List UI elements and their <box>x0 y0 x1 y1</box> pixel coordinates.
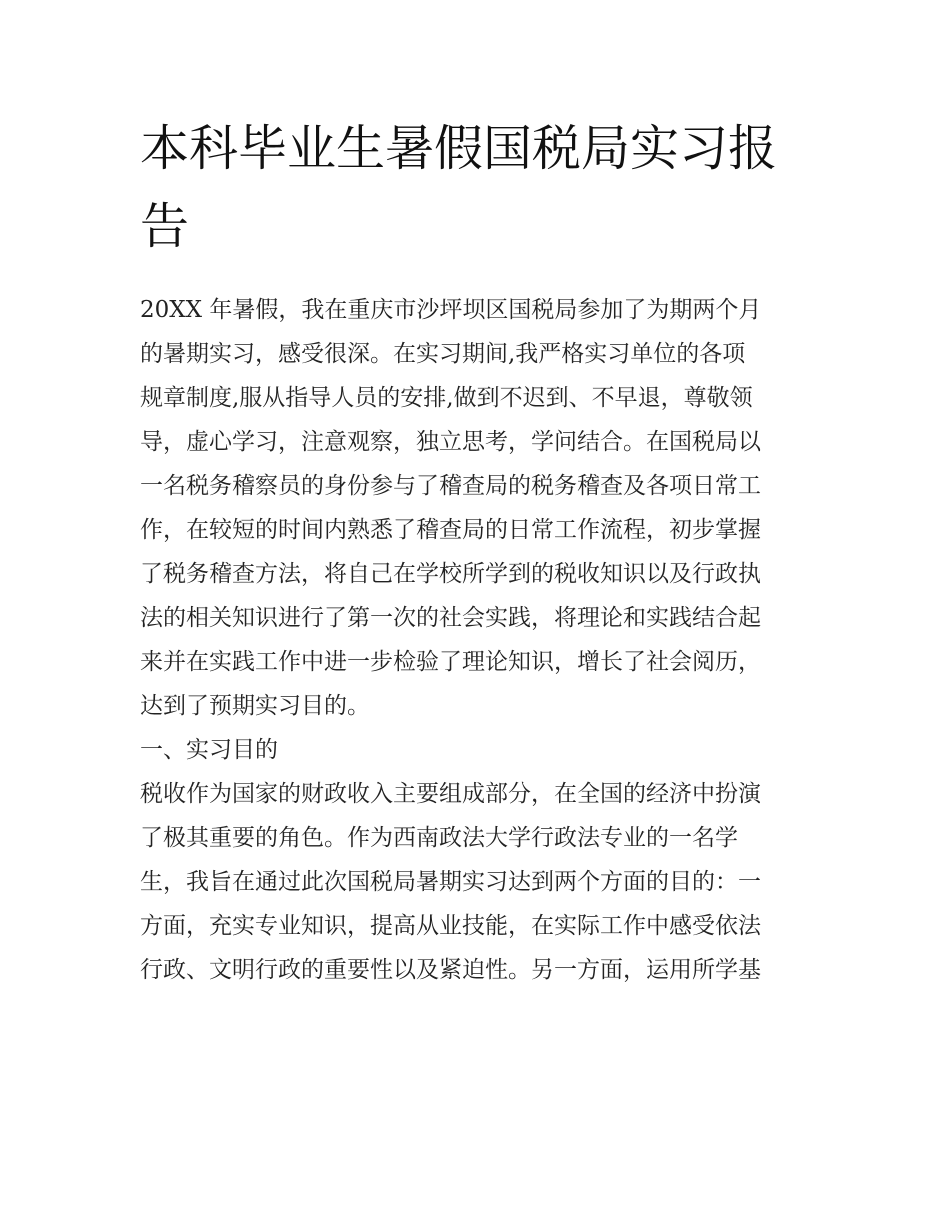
section-heading: 一、实习目的 <box>140 737 278 763</box>
title-line: 告 <box>140 198 190 255</box>
text-line: 了极其重要的角色。作为西南政法大学行政法专业的一名学 <box>140 825 738 851</box>
text-line: 的暑期实习，感受很深。在实习期间,我严格实习单位的各项 <box>140 341 746 367</box>
text-line: 作，在较短的时间内熟悉了稽查局的日常工作流程，初步掌握 <box>140 517 761 543</box>
text-line: 来并在实践工作中进一步检验了理论知识，增长了社会阅历， <box>140 649 761 675</box>
document-content <box>140 110 812 992</box>
section-paragraph <box>140 772 812 992</box>
text-line: 达到了预期实习目的。 <box>140 693 370 719</box>
title-line: 本科毕业生暑假国税局实习报 <box>140 120 778 177</box>
text-line: 20XX 年暑假，我在重庆市沙坪坝区国税局参加了为期两个月 <box>140 297 762 323</box>
document-title <box>140 110 812 266</box>
text-line: 法的相关知识进行了第一次的社会实践，将理论和实践结合起 <box>140 605 761 631</box>
text-line: 规章制度,服从指导人员的安排,做到不迟到、不早退，尊敬领 <box>140 385 753 411</box>
text-line: 导，虚心学习，注意观察，独立思考，学问结合。在国税局以 <box>140 429 761 455</box>
text-line: 税收作为国家的财政收入主要组成部分，在全国的经济中扮演 <box>140 781 761 807</box>
text-line: 方面，充实专业知识，提高从业技能，在实际工作中感受依法 <box>140 913 761 939</box>
text-line: 行政、文明行政的重要性以及紧迫性。另一方面，运用所学基 <box>140 957 761 983</box>
text-line: 生，我旨在通过此次国税局暑期实习达到两个方面的目的：一 <box>140 869 761 895</box>
text-line: 一名税务稽察员的身份参与了稽查局的税务稽查及各项日常工 <box>140 473 761 499</box>
intro-paragraph <box>140 288 812 728</box>
text-line: 了税务稽查方法，将自己在学校所学到的税收知识以及行政执 <box>140 561 761 587</box>
